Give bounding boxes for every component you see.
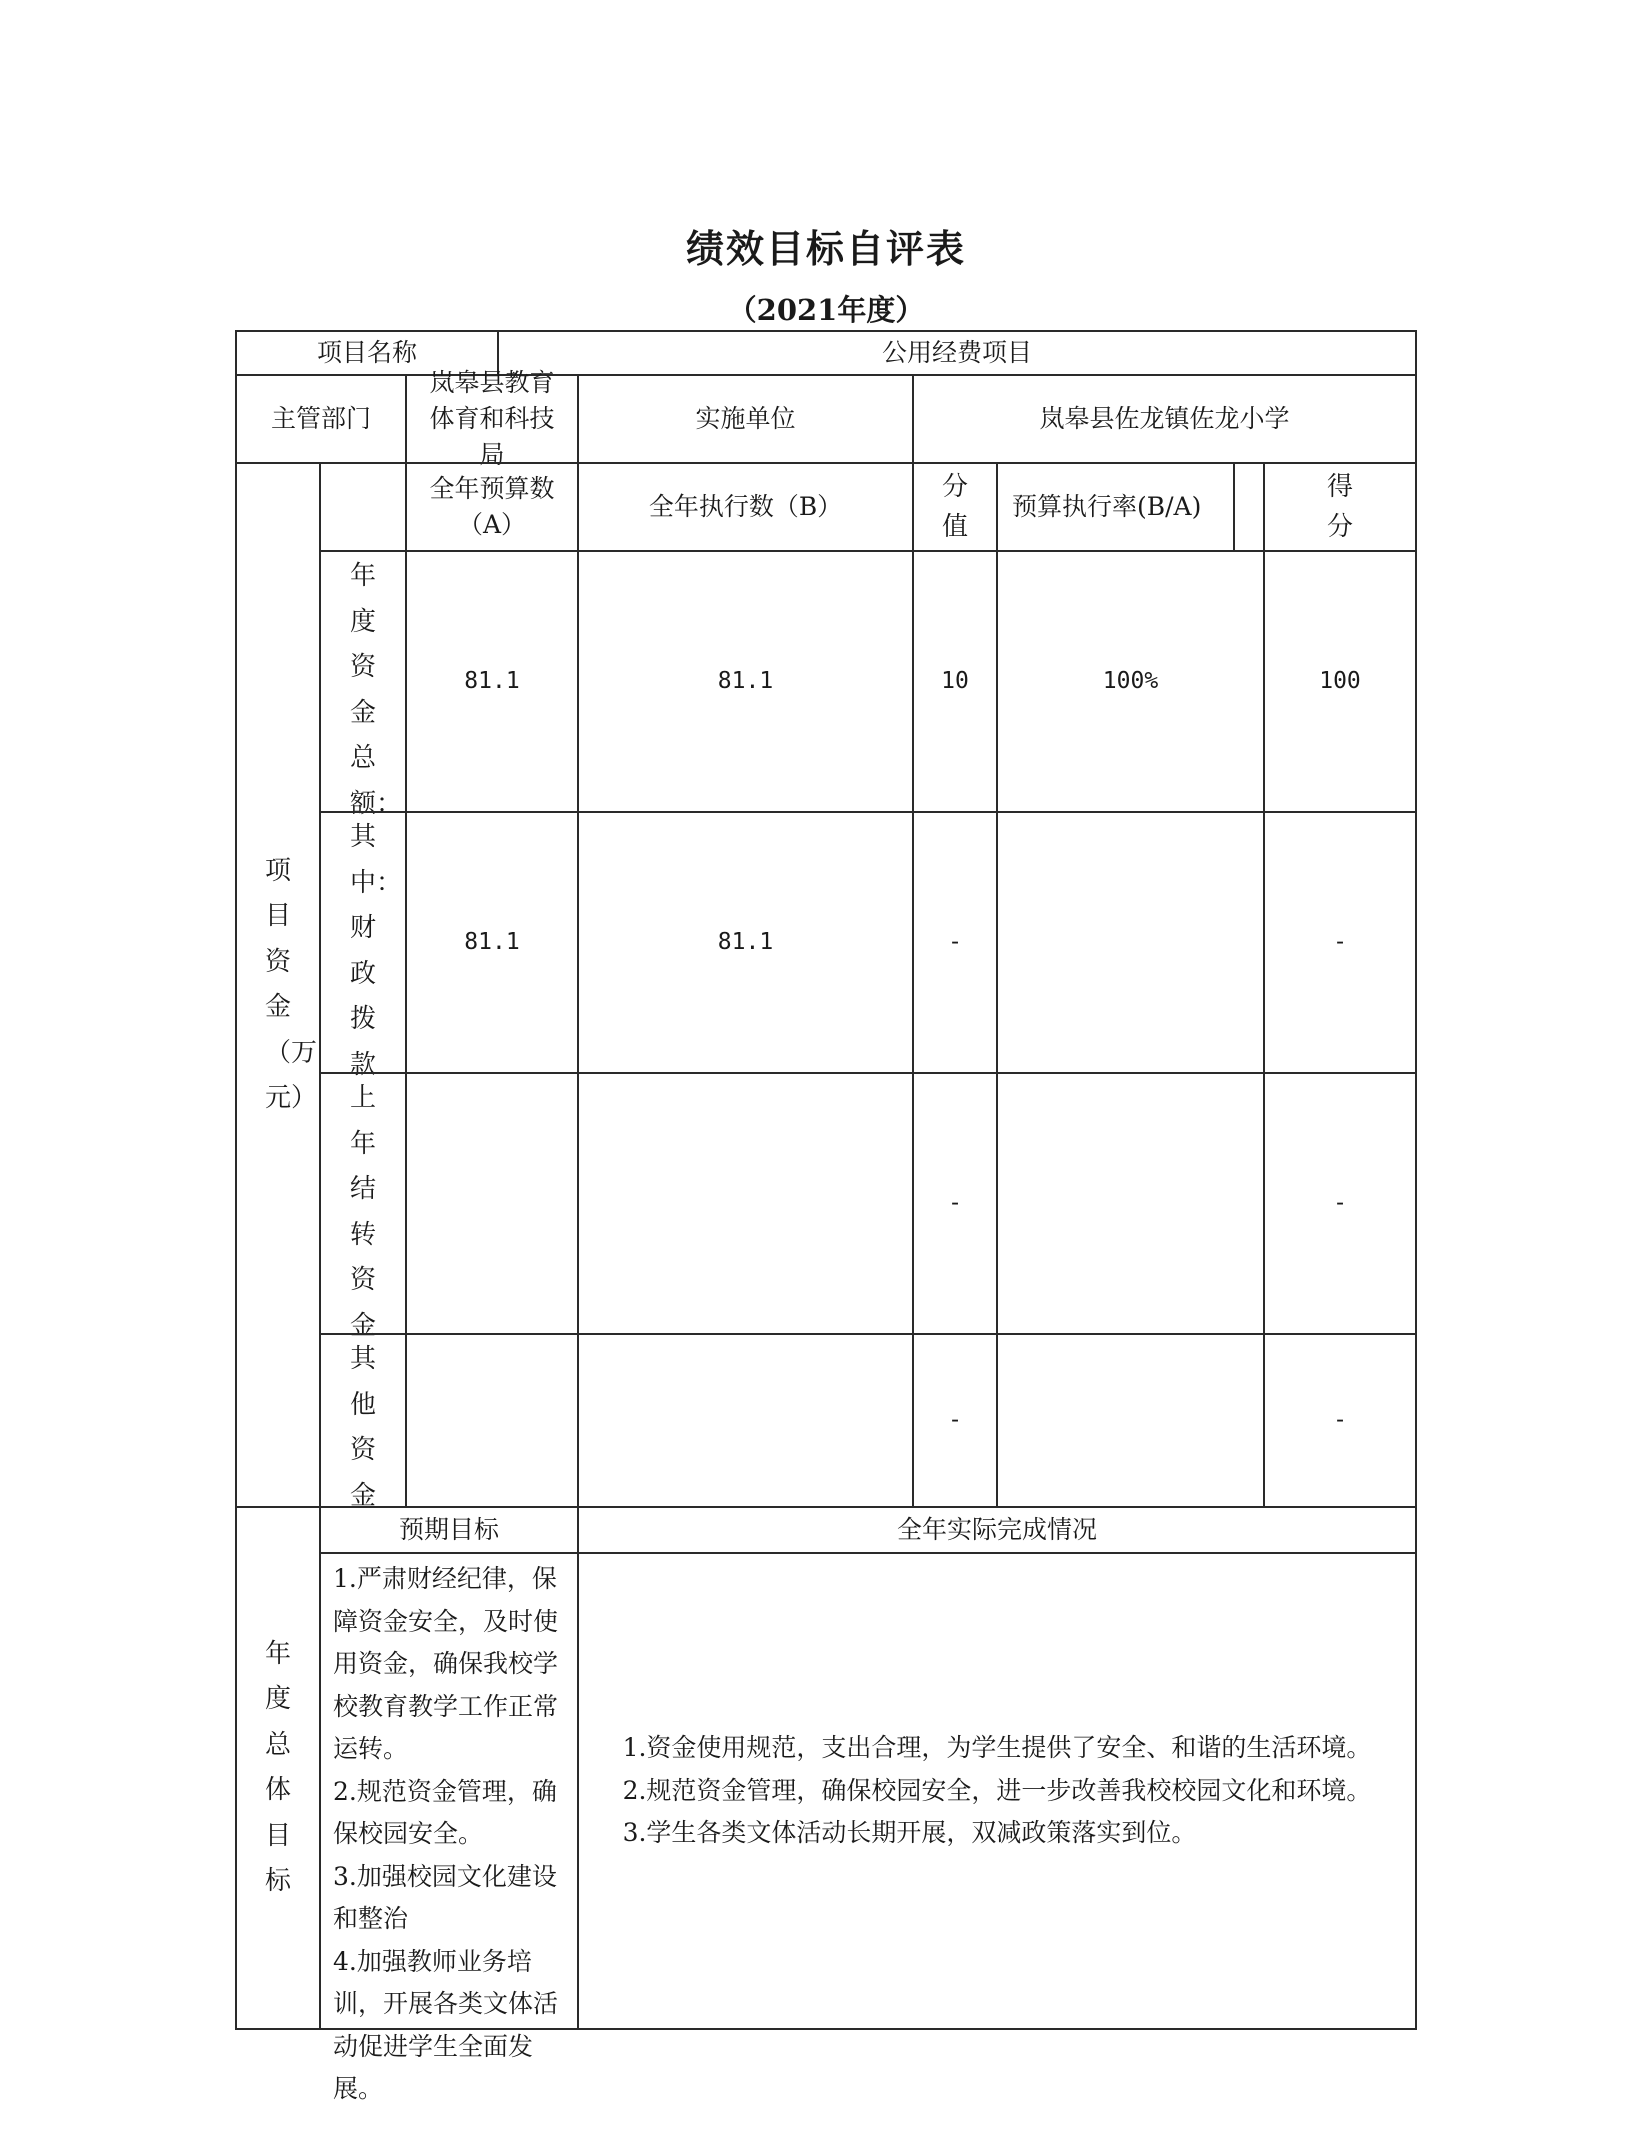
fund-row-score: - bbox=[1263, 1072, 1417, 1335]
header-rate-sub bbox=[1233, 462, 1265, 552]
goals-section-label: 年度总体目标 bbox=[235, 1506, 321, 2030]
fund-row-budget: 81.1 bbox=[405, 550, 579, 813]
fund-row-executed bbox=[577, 1333, 914, 1508]
fund-row-budget: 81.1 bbox=[405, 811, 579, 1074]
header-score: 得分 bbox=[1263, 462, 1417, 552]
fund-row-score-value: - bbox=[912, 1333, 998, 1508]
funds-section-label: 项目资金（万元） bbox=[235, 462, 321, 1508]
expected-goals-text: 1.严肃财经纪律，保障资金安全，及时使用资金，确保我校学校教育教学工作正常运转。 2.规范资金管理，确保校园安全。 3.加强校园文化建设和整治 4.加强教师业务培训，开展各类文体活动促进学生全面发展。 bbox=[319, 1552, 579, 2030]
actual-results-text: 1.资金使用规范，支出合理，为学生提供了安全、和谐的生活环境。 2.规范资金管理，确保校园安全，进一步改善我校校园文化和环境。 3.学生各类文体活动长期开展，双减政策落实到位。 bbox=[577, 1552, 1417, 2030]
project-name-label: 项目名称 bbox=[235, 330, 499, 376]
fund-row-score: 100 bbox=[1263, 550, 1417, 813]
project-name-value: 公用经费项目 bbox=[497, 330, 1417, 376]
fund-row-rate bbox=[996, 811, 1265, 1074]
fund-row-rate bbox=[996, 1333, 1265, 1508]
fund-row-executed bbox=[577, 1072, 914, 1335]
header-score-value: 分值 bbox=[912, 462, 998, 552]
unit-value: 岚皋县佐龙镇佐龙小学 bbox=[912, 374, 1417, 464]
fund-row-executed: 81.1 bbox=[577, 550, 914, 813]
header-rate: 预算执行率(B/A) bbox=[996, 462, 1235, 552]
fund-row-label: 上年结转资金 bbox=[319, 1072, 407, 1335]
fund-row-score-value: - bbox=[912, 1072, 998, 1335]
fund-row-label: 其他资金 bbox=[319, 1333, 407, 1508]
fund-row-executed: 81.1 bbox=[577, 811, 914, 1074]
fund-row-rate bbox=[996, 1072, 1265, 1335]
dept-value: 岚皋县教育体育和科技局 bbox=[405, 374, 579, 464]
evaluation-table bbox=[235, 330, 1417, 2103]
fund-row-label: 年度资金总额： bbox=[319, 550, 407, 813]
fund-row-budget bbox=[405, 1333, 579, 1508]
unit-label: 实施单位 bbox=[577, 374, 914, 464]
actual-results-header: 全年实际完成情况 bbox=[577, 1506, 1417, 1554]
fund-row-label: 其中：财政拨款 bbox=[319, 811, 407, 1074]
fund-row-score-value: 10 bbox=[912, 550, 998, 813]
fund-row-score-value: - bbox=[912, 811, 998, 1074]
page-subtitle: （2021年度） bbox=[727, 293, 925, 327]
dept-label: 主管部门 bbox=[235, 374, 407, 464]
header-executed: 全年执行数（B） bbox=[577, 462, 914, 552]
page-title: 绩效目标自评表 bbox=[685, 226, 966, 271]
fund-row-rate: 100% bbox=[996, 550, 1265, 813]
fund-row-score: - bbox=[1263, 1333, 1417, 1508]
fund-row-budget bbox=[405, 1072, 579, 1335]
funds-header-blank bbox=[319, 462, 407, 552]
expected-goals-header: 预期目标 bbox=[319, 1506, 579, 1554]
fund-row-score: - bbox=[1263, 811, 1417, 1074]
header-budget: 全年预算数（A） bbox=[405, 462, 579, 552]
